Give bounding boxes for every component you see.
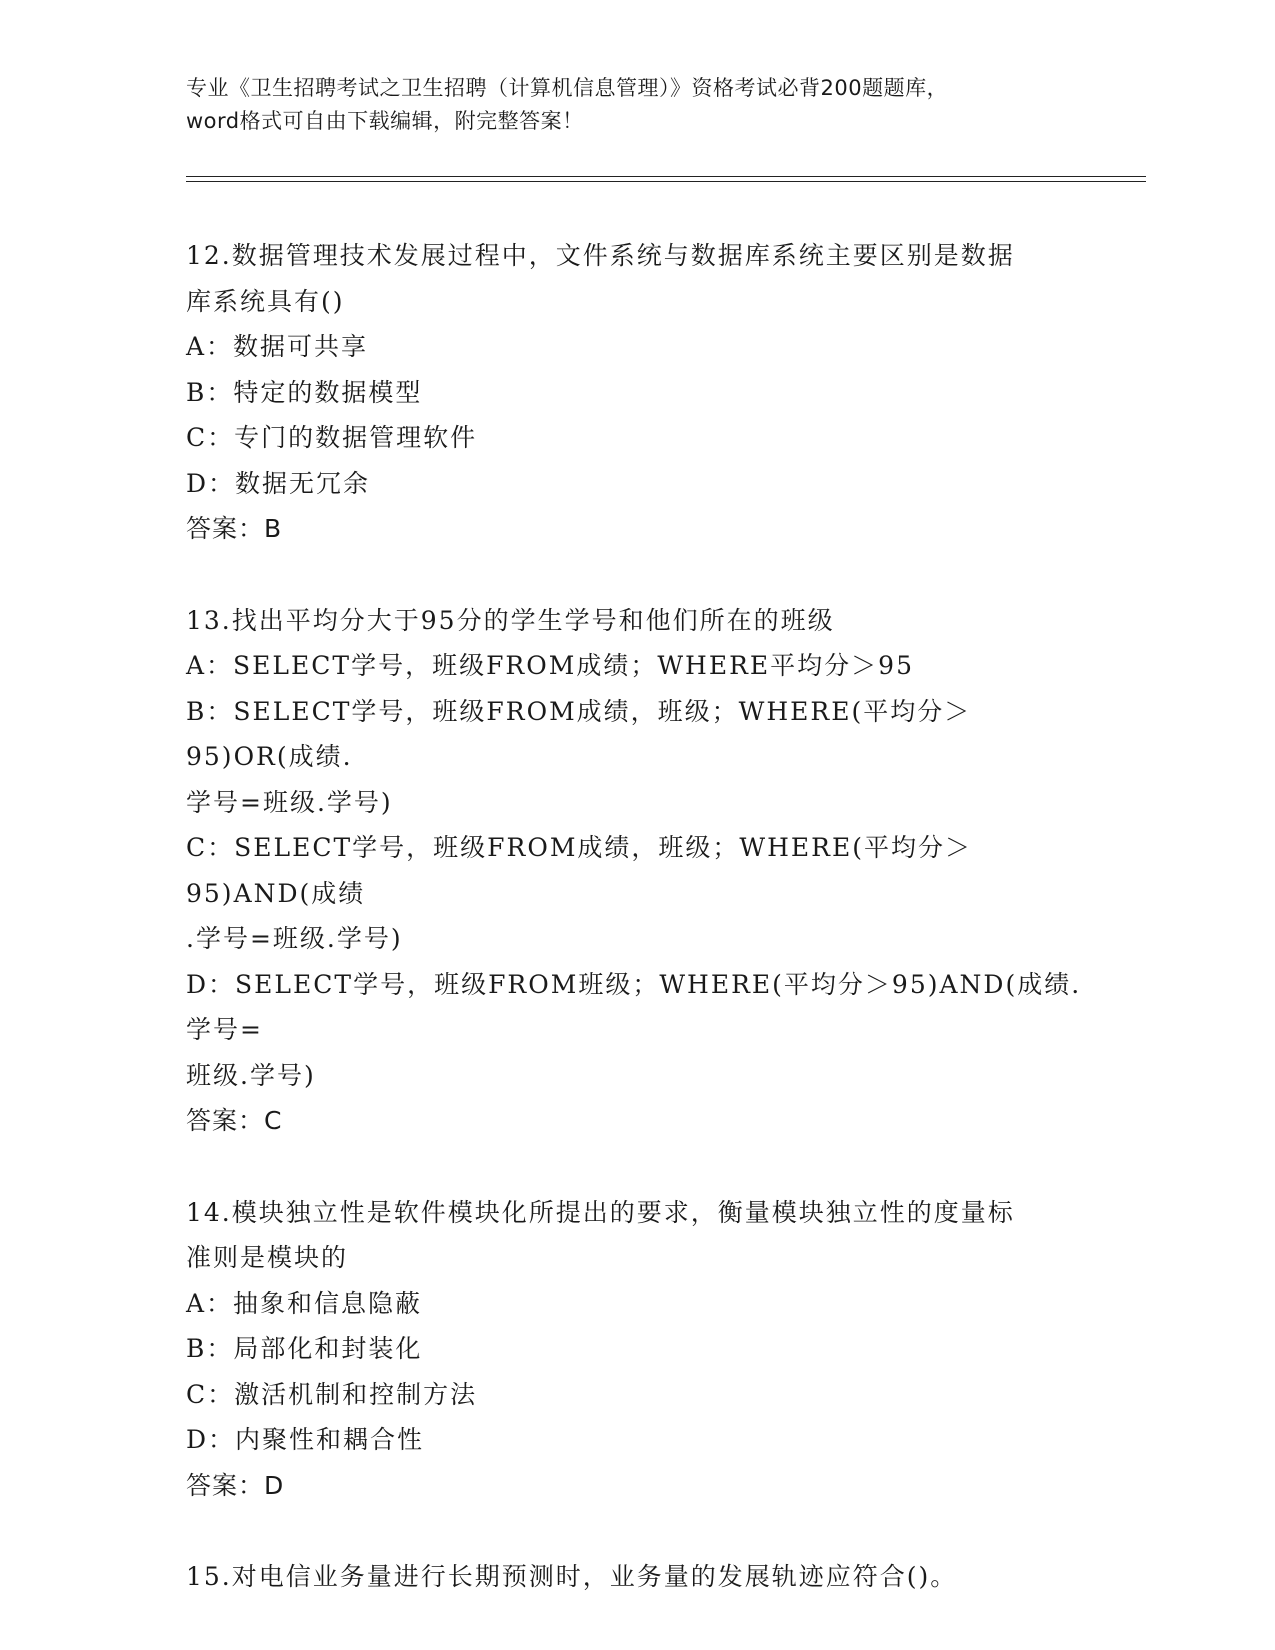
option-line: 学号=班级.学号) [186,787,393,817]
question-12 [186,233,1086,552]
option-line: D：数据无冗余 [186,468,371,498]
question-stem-line: 准则是模块的 [186,1243,349,1272]
question-14 [186,1190,1086,1509]
question-stem-line: 15.对电信业务量进行长期预测时，业务量的发展轨迹应符合()。 [186,1562,958,1591]
header-divider-bottom [186,181,1146,182]
answer-line: 答案：B [186,514,283,543]
page-header [186,72,1086,138]
question-stem-line: 14.模块独立性是软件模块化所提出的要求，衡量模块独立性的度量标 [186,1197,1015,1227]
header-line-2: word格式可自由下载编辑，附完整答案！ [186,109,584,133]
option-line: B：SELECT学号，班级FROM成绩，班级；WHERE(平均分＞95)OR(成绩. [186,696,972,771]
option-line: A：抽象和信息隐蔽 [186,1288,423,1318]
answer-line: 答案：D [186,1470,285,1500]
question-13 [186,598,1086,1144]
option-line: D：内聚性和耦合性 [186,1425,425,1454]
question-list [186,233,1086,1646]
option-line: B：特定的数据模型 [186,377,423,407]
answer-line: 答案：C [186,1106,283,1135]
header-line-1: 专业《卫生招聘考试之卫生招聘（计算机信息管理）》资格考试必背200题题库， [186,76,949,100]
question-stem-line: 12.数据管理技术发展过程中，文件系统与数据库系统主要区别是数据 [186,241,1015,270]
option-line: A：数据可共享 [186,332,369,361]
header-divider-top [186,176,1146,177]
option-line: 班级.学号) [186,1060,316,1090]
option-line: B：局部化和封装化 [186,1334,423,1363]
option-line: C：专门的数据管理软件 [186,423,478,452]
option-line: D：SELECT学号，班级FROM班级；WHERE(平均分＞95)AND(成绩.学号= [186,969,1082,1044]
option-line: C：SELECT学号，班级FROM成绩，班级；WHERE(平均分＞95)AND(成绩 [186,833,972,908]
question-stem-line: 库系统具有() [186,286,345,316]
option-line: C：激活机制和控制方法 [186,1379,478,1409]
question-15 [186,1554,1086,1600]
question-stem-line: 13.找出平均分大于95分的学生学号和他们所在的班级 [186,605,835,635]
option-line: .学号=班级.学号) [186,924,403,953]
option-line: A：SELECT学号，班级FROM成绩；WHERE平均分＞95 [186,651,914,680]
